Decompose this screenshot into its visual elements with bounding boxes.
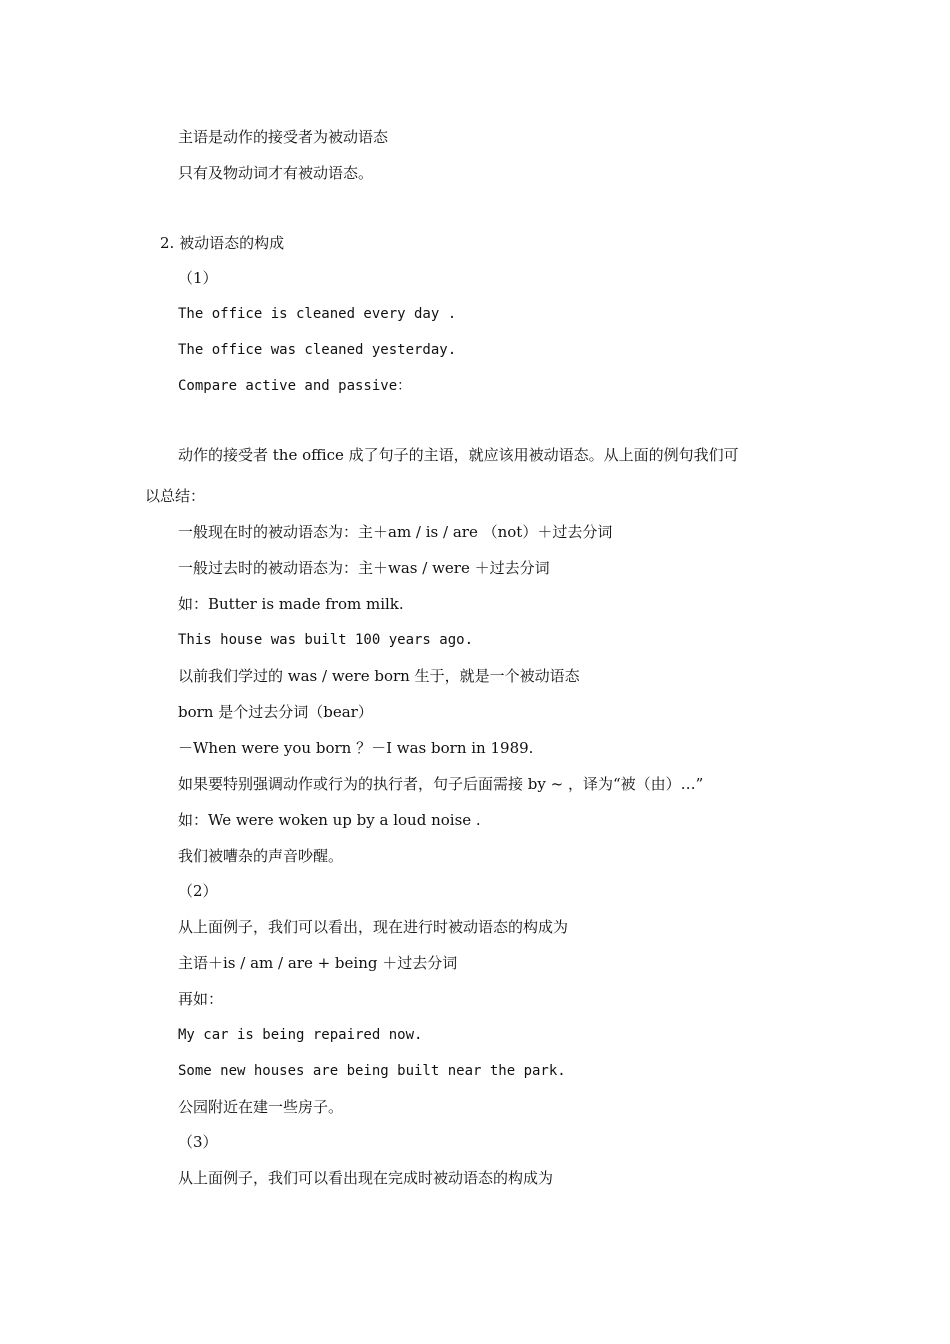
example-sentence: 如：Butter is made from milk.: [178, 595, 404, 613]
text-line: 动作的接受者 the office 成了句子的主语，就应该用被动语态。从上面的例句我们可: [178, 446, 739, 464]
text-line: born 是个过去分词（bear）: [178, 703, 373, 721]
rule-line: 主语＋is / am / are + being ＋过去分词: [178, 954, 458, 972]
text-line: 主语是动作的接受者为被动语态: [178, 128, 389, 146]
rule-line: 一般过去时的被动语态为：主＋was / were ＋过去分词: [178, 559, 550, 577]
subsection-number: （3）: [178, 1133, 218, 1151]
example-sentence: The office is cleaned every day .: [178, 306, 457, 322]
text-line: 以总结：: [145, 487, 206, 505]
text-line: 从上面例子，我们可以看出，现在进行时被动语态的构成为: [178, 918, 569, 936]
example-sentence: My car is being repaired now.: [178, 1027, 423, 1043]
text-line: Compare active and passive：: [178, 378, 412, 394]
translation-line: 公园附近在建一些房子。: [178, 1098, 344, 1116]
subsection-number: （1）: [178, 269, 218, 287]
text-line: 从上面例子，我们可以看出现在完成时被动语态的构成为: [178, 1169, 554, 1187]
text-line: 只有及物动词才有被动语态。: [178, 164, 374, 182]
text-line: 以前我们学过的 was / were born 生于，就是一个被动语态: [178, 667, 580, 685]
example-sentence: This house was built 100 years ago.: [178, 632, 474, 648]
example-sentence: －When were you born ？－I was born in 1989.: [178, 739, 534, 757]
section-heading: 2. 被动语态的构成: [160, 234, 285, 252]
text-line: 再如：: [178, 990, 224, 1008]
rule-line: 一般现在时的被动语态为：主＋am / is / are （not）＋过去分词: [178, 523, 613, 541]
translation-line: 我们被嘈杂的声音吵醒。: [178, 847, 344, 865]
example-sentence: 如：We were woken up by a loud noise .: [178, 811, 481, 829]
example-sentence: The office was cleaned yesterday.: [178, 342, 457, 358]
text-line: 如果要特别强调动作或行为的执行者，句子后面需接 by ~ ，译为“被（由）…”: [178, 775, 704, 793]
example-sentence: Some new houses are being built near the park.: [178, 1063, 566, 1079]
subsection-number: （2）: [178, 882, 218, 900]
